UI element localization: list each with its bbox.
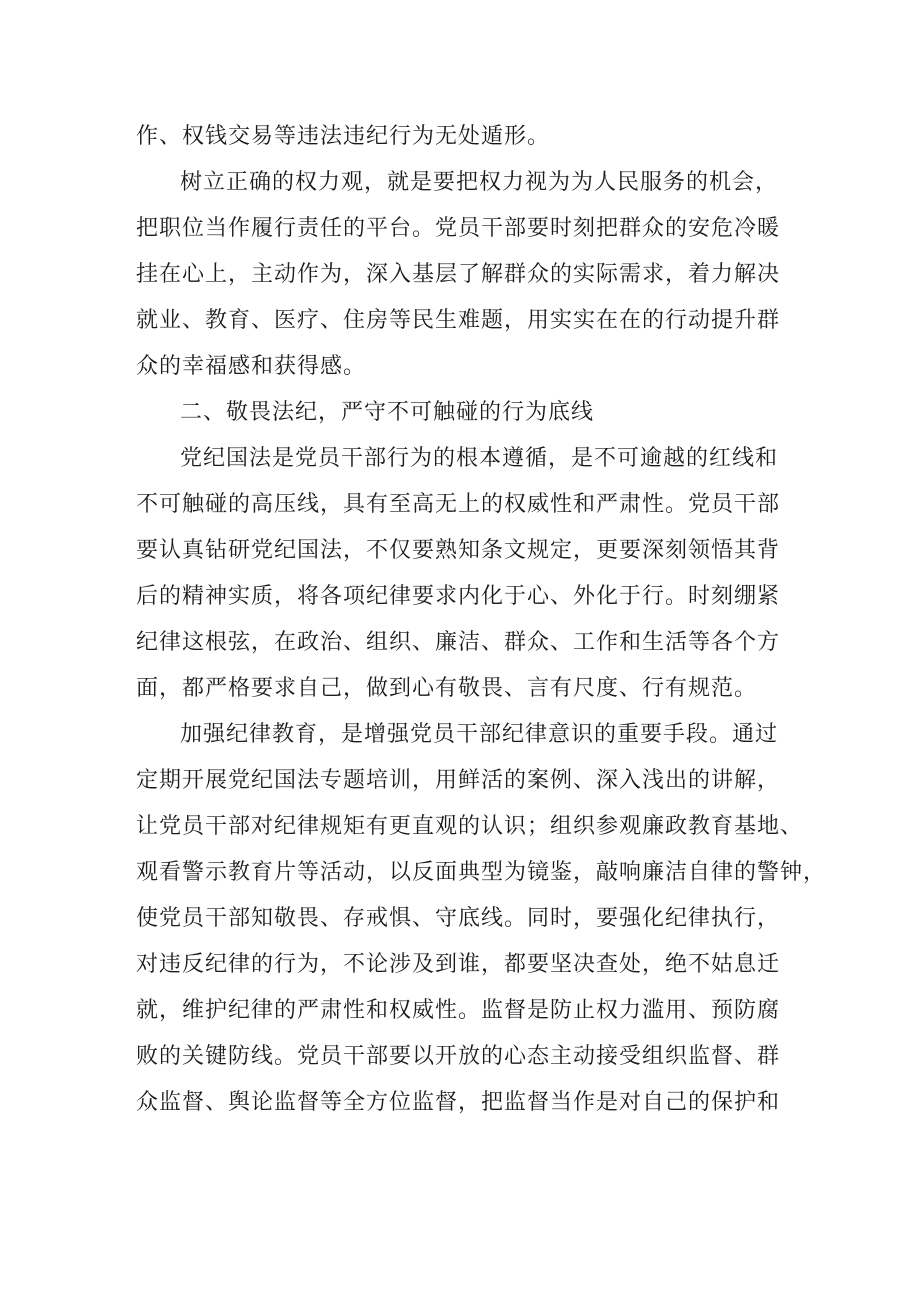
paragraph-line: 后的精神实质，将各项纪律要求内化于心、外化于行。时刻绷紧 — [136, 584, 781, 609]
paragraph-line: 就，维护纪律的严肃性和权威性。监督是防止权力滥用、预防腐 — [136, 998, 781, 1023]
paragraph-line: 党纪国法是党员干部行为的根本遵循，是不可逾越的红线和 — [180, 446, 779, 471]
section-heading: 二、敬畏法纪，严守不可触碰的行为底线 — [180, 400, 595, 425]
paragraph-line: 对违反纪律的行为，不论涉及到谁，都要坚决查处，绝不姑息迁 — [136, 952, 781, 977]
paragraph-line: 让党员干部对纪律规矩有更直观的认识；组织参观廉政教育基地、 — [136, 814, 804, 839]
paragraph-line: 众的幸福感和获得感。 — [136, 354, 367, 379]
document-body — [136, 114, 827, 1126]
paragraph-line: 树立正确的权力观，就是要把权力视为为人民服务的机会， — [180, 170, 779, 195]
paragraph-line: 作、权钱交易等违法违纪行为无处遁形。 — [136, 124, 551, 149]
paragraph-line: 观看警示教育片等活动，以反面典型为镜鉴，敲响廉洁自律的警钟， — [136, 860, 827, 885]
paragraph-line: 把职位当作履行责任的平台。党员干部要时刻把群众的安危冷暖 — [136, 216, 781, 241]
paragraph-line: 不可触碰的高压线，具有至高无上的权威性和严肃性。党员干部 — [136, 492, 781, 517]
paragraph-line: 纪律这根弦，在政治、组织、廉洁、群众、工作和生活等各个方 — [136, 630, 781, 655]
paragraph-line: 面，都严格要求自己，做到心有敬畏、言有尺度、行有规范。 — [136, 676, 758, 701]
paragraph-line: 要认真钻研党纪国法，不仅要熟知条文规定，更要深刻领悟其背 — [136, 538, 781, 563]
paragraph-line: 定期开展党纪国法专题培训，用鲜活的案例、深入浅出的讲解， — [136, 768, 781, 793]
paragraph-line: 加强纪律教育，是增强党员干部纪律意识的重要手段。通过 — [180, 722, 779, 747]
paragraph-line: 挂在心上，主动作为，深入基层了解群众的实际需求，着力解决 — [136, 262, 781, 287]
paragraph-line: 就业、教育、医疗、住房等民生难题，用实实在在的行动提升群 — [136, 308, 781, 333]
paragraph-line: 使党员干部知敬畏、存戒惧、守底线。同时，要强化纪律执行， — [136, 906, 781, 931]
paragraph-line: 众监督、舆论监督等全方位监督，把监督当作是对自己的保护和 — [136, 1090, 781, 1115]
paragraph-line: 败的关键防线。党员干部要以开放的心态主动接受组织监督、群 — [136, 1044, 781, 1069]
